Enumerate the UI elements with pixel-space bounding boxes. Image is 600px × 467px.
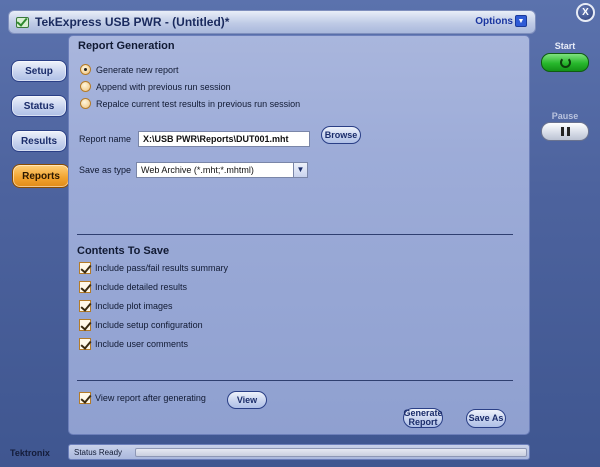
check-plot-images[interactable] — [79, 300, 173, 312]
generate-report-button[interactable]: Generate Report — [403, 408, 443, 427]
status-text: Status Ready — [74, 448, 123, 457]
section-divider — [77, 380, 513, 381]
report-name-input[interactable]: X:\USB PWR\Reports\DUT001.mht — [138, 131, 310, 147]
check-pass-fail-summary[interactable] — [79, 262, 228, 274]
checkbox-label: Include user comments — [95, 339, 189, 349]
checkbox-label: View report after generating — [95, 393, 206, 403]
check-view-after-generating[interactable] — [79, 392, 206, 404]
nav-reports-button[interactable]: Reports — [12, 164, 70, 188]
radio-button[interactable] — [80, 98, 91, 109]
checkbox-label: Include plot images — [95, 301, 173, 311]
pause-label: Pause — [551, 111, 579, 121]
options-label[interactable]: Options — [475, 15, 513, 27]
checkbox-label: Include detailed results — [95, 282, 188, 292]
window-title: TekExpress USB PWR - (Untitled)* — [35, 15, 230, 29]
radio-button[interactable] — [80, 81, 91, 92]
start-label: Start — [554, 41, 576, 51]
close-button[interactable]: X — [576, 3, 595, 22]
checkbox-label: Include pass/fail results summary — [95, 263, 229, 273]
report-name-label: Report name — [79, 134, 132, 144]
save-as-type-label: Save as type — [79, 165, 132, 175]
status-bar — [68, 444, 530, 460]
browse-button[interactable]: Browse — [321, 126, 361, 144]
save-as-type-value: Web Archive (*.mht;*.mhtml) — [141, 165, 254, 175]
tekexpress-app-icon — [15, 15, 29, 29]
contents-to-save-title: Contents To Save — [77, 245, 170, 257]
pause-icon — [561, 127, 570, 136]
report-generation-title: Report Generation — [78, 40, 175, 52]
checkbox-label: Include setup configuration — [95, 320, 203, 330]
section-divider — [77, 234, 513, 235]
radio-replace-results[interactable] — [80, 98, 300, 109]
radio-label: Repalce current test results in previous run session — [96, 98, 301, 109]
options-menu[interactable] — [475, 15, 527, 27]
title-bar — [8, 10, 536, 34]
chevron-down-icon[interactable]: ▼ — [293, 163, 307, 177]
radio-button[interactable] — [80, 64, 91, 75]
checkbox[interactable] — [79, 319, 91, 331]
radio-generate-new[interactable] — [80, 64, 179, 75]
check-user-comments[interactable] — [79, 338, 188, 350]
refresh-icon — [560, 57, 571, 68]
checkbox[interactable] — [79, 281, 91, 293]
nav-status-button[interactable]: Status — [11, 95, 67, 117]
radio-append-previous[interactable] — [80, 81, 231, 92]
save-as-button[interactable]: Save As — [466, 409, 506, 428]
status-progress-bar — [135, 448, 527, 457]
checkbox[interactable] — [79, 392, 91, 404]
checkbox[interactable] — [79, 338, 91, 350]
checkbox[interactable] — [79, 300, 91, 312]
chevron-down-icon[interactable]: ▼ — [515, 15, 527, 27]
reports-panel — [68, 35, 530, 435]
nav-setup-button[interactable]: Setup — [11, 60, 67, 82]
radio-label: Append with previous run session — [96, 81, 231, 92]
radio-label: Generate new report — [96, 64, 179, 75]
pause-button[interactable] — [541, 122, 589, 141]
checkbox[interactable] — [79, 262, 91, 274]
tektronix-logo: Tektronix — [10, 448, 50, 458]
save-as-type-select[interactable] — [136, 162, 308, 178]
check-setup-configuration[interactable] — [79, 319, 203, 331]
start-button[interactable] — [541, 53, 589, 72]
check-detailed-results[interactable] — [79, 281, 187, 293]
view-button[interactable]: View — [227, 391, 267, 409]
nav-results-button[interactable]: Results — [11, 130, 67, 152]
